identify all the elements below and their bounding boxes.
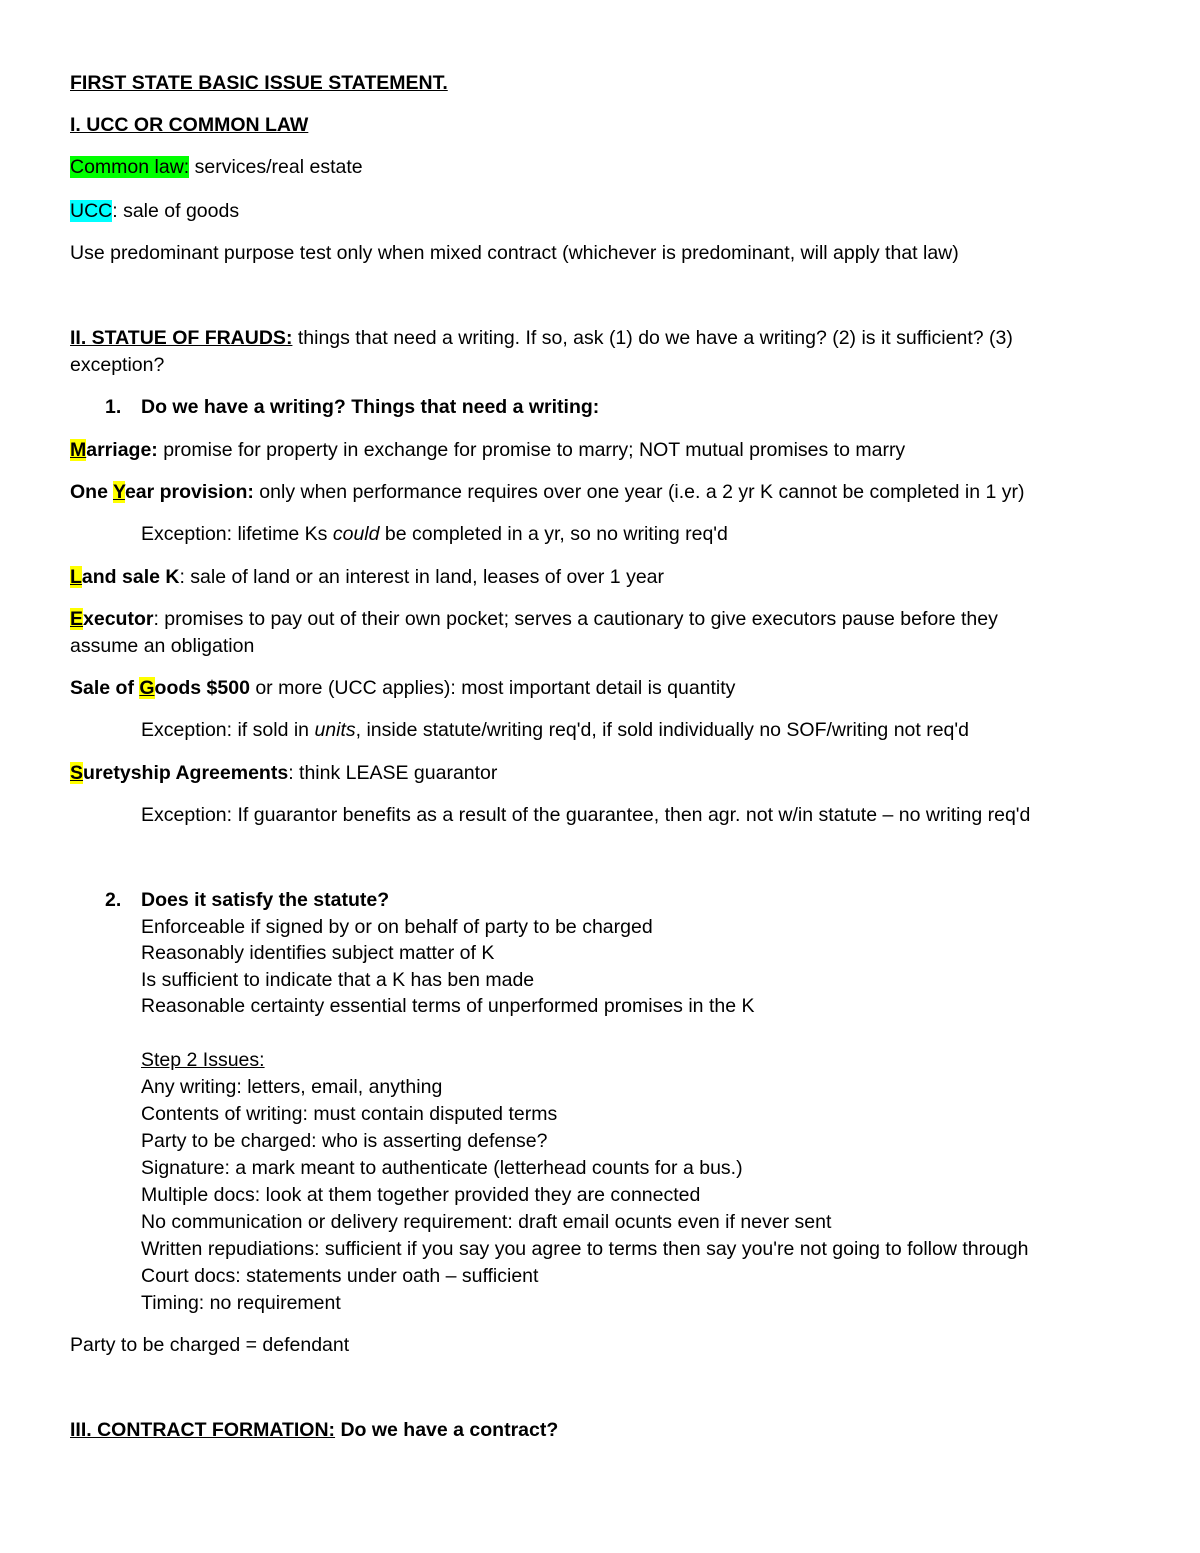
statute-item: Enforceable if signed by or on behalf of party to be charged <box>141 916 653 938</box>
ucc-label: UCC <box>70 200 113 222</box>
land-letter: L <box>70 566 82 588</box>
step-2-item: No communication or delivery requirement: draft email ocunts even if never sent <box>141 1211 832 1233</box>
executor-label: xecutor <box>83 608 154 630</box>
step-2-item: Written repudiations: sufficient if you say you agree to terms then say you're not going to follow through <box>141 1238 1029 1260</box>
surety-line <box>70 764 497 784</box>
common-law-label: Common law: <box>70 156 190 178</box>
marriage-line <box>70 441 905 461</box>
step-2-item: Party to be charged: who is asserting defense? <box>141 1130 548 1152</box>
section-3-heading: III. CONTRACT FORMATION: <box>70 1419 336 1441</box>
predominant-purpose-text: Use predominant purpose test only when mixed contract (whichever is predominant, will apply that law) <box>70 242 959 264</box>
step-2-heading: Step 2 Issues: <box>141 1049 265 1071</box>
surety-exception: Exception: If guarantor benefits as a result of the guarantee, then agr. not w/in statute – no writing req'd <box>141 804 1031 826</box>
step-2-item: Timing: no requirement <box>141 1292 341 1314</box>
goods-text: or more (UCC applies): most important detail is quantity <box>249 677 736 699</box>
ucc-text: : sale of goods <box>112 200 240 222</box>
question-2-text: Does it satisfy the statute? <box>141 889 390 911</box>
step-2-item: Any writing: letters, email, anything <box>141 1076 443 1098</box>
surety-text: : think LEASE guarantor <box>288 762 498 784</box>
section-2-intro <box>70 329 1013 349</box>
question-1 <box>105 398 599 418</box>
marriage-label: arriage: <box>86 439 158 461</box>
document-title: FIRST STATE BASIC ISSUE STATEMENT. <box>70 72 448 94</box>
executor-line <box>70 610 998 630</box>
question-1-text: Do we have a writing? Things that need a writing: <box>141 396 600 418</box>
statute-item: Reasonably identifies subject matter of K <box>141 942 495 964</box>
goods-exception-post: , inside statute/writing req'd, if sold individually no SOF/writing not req'd <box>355 719 969 741</box>
ucc-line <box>70 202 239 222</box>
step-2-item: Court docs: statements under oath – sufficient <box>141 1265 539 1287</box>
goods-pre: Sale of <box>70 677 140 699</box>
one-year-line <box>70 483 1025 503</box>
goods-exception-em: units <box>314 719 356 741</box>
common-law-text: services/real estate <box>189 156 363 178</box>
one-year-exception-em: could <box>332 523 380 545</box>
goods-label: oods $500 <box>154 677 250 699</box>
surety-letter: S <box>70 762 84 784</box>
surety-label: uretyship Agreements <box>83 762 289 784</box>
section-1-heading: I. UCC OR COMMON LAW <box>70 114 309 136</box>
goods-letter: G <box>139 677 155 699</box>
land-text: : sale of land or an interest in land, leases of over 1 year <box>179 566 664 588</box>
section-2-intro-cont: exception? <box>70 354 165 376</box>
step-2-item: Multiple docs: look at them together provided they are connected <box>141 1184 701 1206</box>
section-3-line <box>70 1421 558 1441</box>
one-year-label: ear provision: <box>124 481 254 503</box>
step-2-item: Contents of writing: must contain disputed terms <box>141 1103 558 1125</box>
one-year-text: only when performance requires over one year (i.e. a 2 yr K cannot be completed in 1 yr) <box>253 481 1025 503</box>
section-2-intro-text: things that need a writing. If so, ask (1) do we have a writing? (2) is it sufficient? (3) <box>292 327 1013 349</box>
executor-text: : promises to pay out of their own pocket; serves a cautionary to give executors pause before they <box>153 608 998 630</box>
goods-exception-pre: Exception: if sold in <box>141 719 315 741</box>
marriage-letter: M <box>70 439 87 461</box>
statute-item: Is sufficient to indicate that a K has ben made <box>141 969 535 991</box>
common-law-line <box>70 158 363 178</box>
executor-line-cont: assume an obligation <box>70 635 255 657</box>
step-2-item: Signature: a mark meant to authenticate (letterhead counts for a bus.) <box>141 1157 743 1179</box>
executor-letter: E <box>70 608 84 630</box>
party-defendant-text: Party to be charged = defendant <box>70 1334 350 1356</box>
goods-line <box>70 679 735 699</box>
question-1-number: 1. <box>105 396 122 418</box>
one-year-exception-pre: Exception: lifetime Ks <box>141 523 333 545</box>
one-year-pre: One <box>70 481 113 503</box>
section-3-text: Do we have a contract? <box>335 1419 559 1441</box>
section-2-heading: II. STATUE OF FRAUDS: <box>70 327 293 349</box>
land-sale-line <box>70 568 664 588</box>
one-year-letter: Y <box>113 481 125 503</box>
question-2 <box>105 891 389 911</box>
land-label: and sale K <box>81 566 180 588</box>
marriage-text: promise for property in exchange for promise to marry; NOT mutual promises to marry <box>157 439 906 461</box>
one-year-exception <box>141 525 728 545</box>
question-2-number: 2. <box>105 889 122 911</box>
statute-item: Reasonable certainty essential terms of unperformed promises in the K <box>141 995 755 1017</box>
one-year-exception-post: be completed in a yr, so no writing req'd <box>379 523 728 545</box>
goods-exception <box>141 721 969 741</box>
